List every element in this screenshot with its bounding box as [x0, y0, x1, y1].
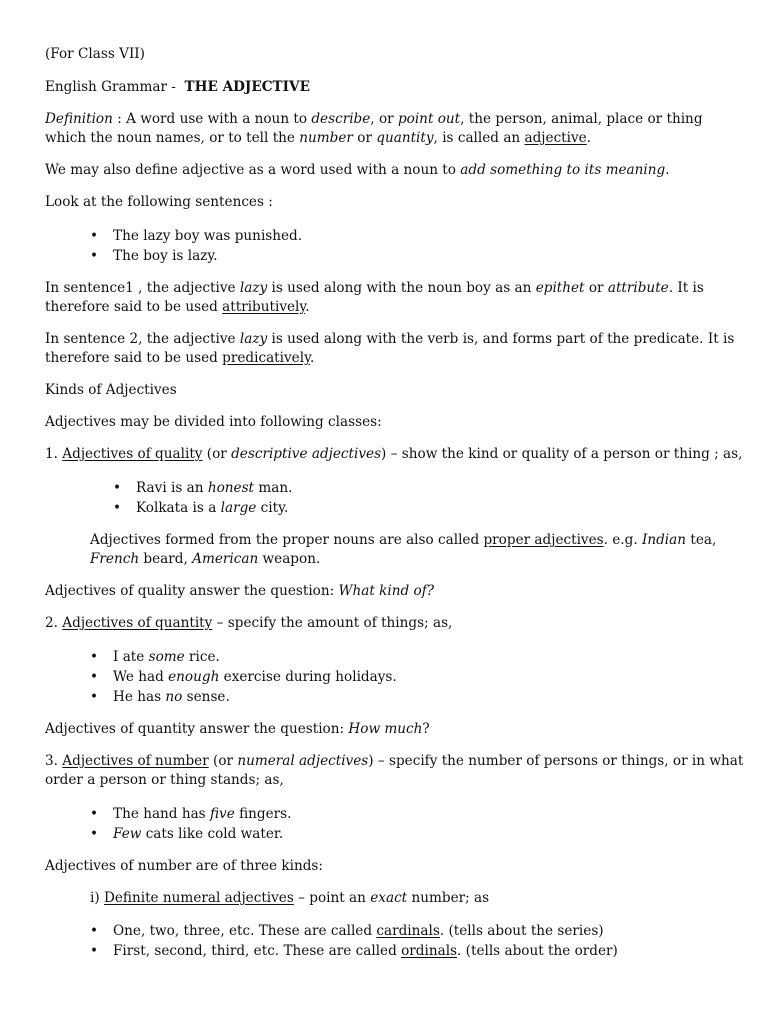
sentence2-line-2: therefore said to be used predicatively.: [45, 350, 315, 366]
list-item: One, two, three, etc. These are called cardinals. (tells about the series): [113, 923, 604, 939]
bullet: •: [90, 806, 99, 822]
definition-line-2: which the noun names, or to tell the number or quantity, is called an adjective.: [45, 130, 592, 146]
bullet: •: [90, 228, 99, 244]
quantity-question: Adjectives of quantity answer the question: How much?: [45, 721, 430, 737]
proper-adjectives-line-1: Adjectives formed from the proper nouns are also called proper adjectives. e.g. Indian tea,: [90, 532, 717, 548]
class-label: (For Class VII): [45, 46, 145, 62]
bullet: •: [90, 826, 99, 842]
quality-question: Adjectives of quality answer the question: What kind of?: [45, 583, 435, 599]
definite-numeral-heading: i) Definite numeral adjectives – point an exact number; as: [90, 890, 490, 906]
sentence1-line-2: therefore said to be used attributively.: [45, 299, 310, 315]
bullet: •: [90, 669, 99, 685]
list-item: He has no sense.: [113, 689, 230, 705]
divided-text: Adjectives may be divided into following classes:: [45, 414, 382, 430]
bullet: •: [113, 500, 122, 516]
look-at-text: Look at the following sentences :: [45, 194, 273, 210]
page-title: English Grammar - THE ADJECTIVE: [45, 79, 310, 95]
bullet: •: [90, 649, 99, 665]
bullet: •: [90, 689, 99, 705]
list-item: The boy is lazy.: [113, 248, 218, 264]
number-heading-line-2: order a person or thing stands; as,: [45, 772, 284, 788]
list-item: First, second, third, etc. These are called ordinals. (tells about the order): [113, 943, 618, 959]
proper-adjectives-line-2: French beard, American weapon.: [90, 551, 321, 567]
bullet: •: [90, 943, 99, 959]
sentence2-line-1: In sentence 2, the adjective lazy is used along with the verb is, and forms part of the predicate. It is: [45, 331, 735, 347]
quality-heading: 1. Adjectives of quality (or descriptive adjectives) – show the kind or quality of a person or thing ; as,: [45, 446, 743, 462]
list-item: The lazy boy was punished.: [113, 228, 303, 244]
list-item: Few cats like cold water.: [113, 826, 284, 842]
definition-line-1: Definition : A word use with a noun to describe, or point out, the person, animal, place or thing: [45, 111, 703, 127]
quantity-heading: 2. Adjectives of quantity – specify the amount of things; as,: [45, 615, 453, 631]
bullet: •: [90, 248, 99, 264]
list-item: We had enough exercise during holidays.: [113, 669, 397, 685]
alt-definition: We may also define adjective as a word used with a noun to add something to its meaning.: [45, 162, 670, 178]
list-item: Kolkata is a large city.: [136, 500, 289, 516]
list-item: The hand has five fingers.: [113, 806, 292, 822]
bullet: •: [90, 923, 99, 939]
number-heading-line-1: 3. Adjectives of number (or numeral adjectives) – specify the number of persons or things, or in what: [45, 753, 744, 769]
list-item: Ravi is an honest man.: [136, 480, 293, 496]
sentence1-line-1: In sentence1 , the adjective lazy is used along with the noun boy as an epithet or attribute. It is: [45, 280, 704, 296]
kinds-heading: Kinds of Adjectives: [45, 382, 177, 398]
three-kinds-text: Adjectives of number are of three kinds:: [45, 858, 323, 874]
list-item: I ate some rice.: [113, 649, 220, 665]
bullet: •: [113, 480, 122, 496]
